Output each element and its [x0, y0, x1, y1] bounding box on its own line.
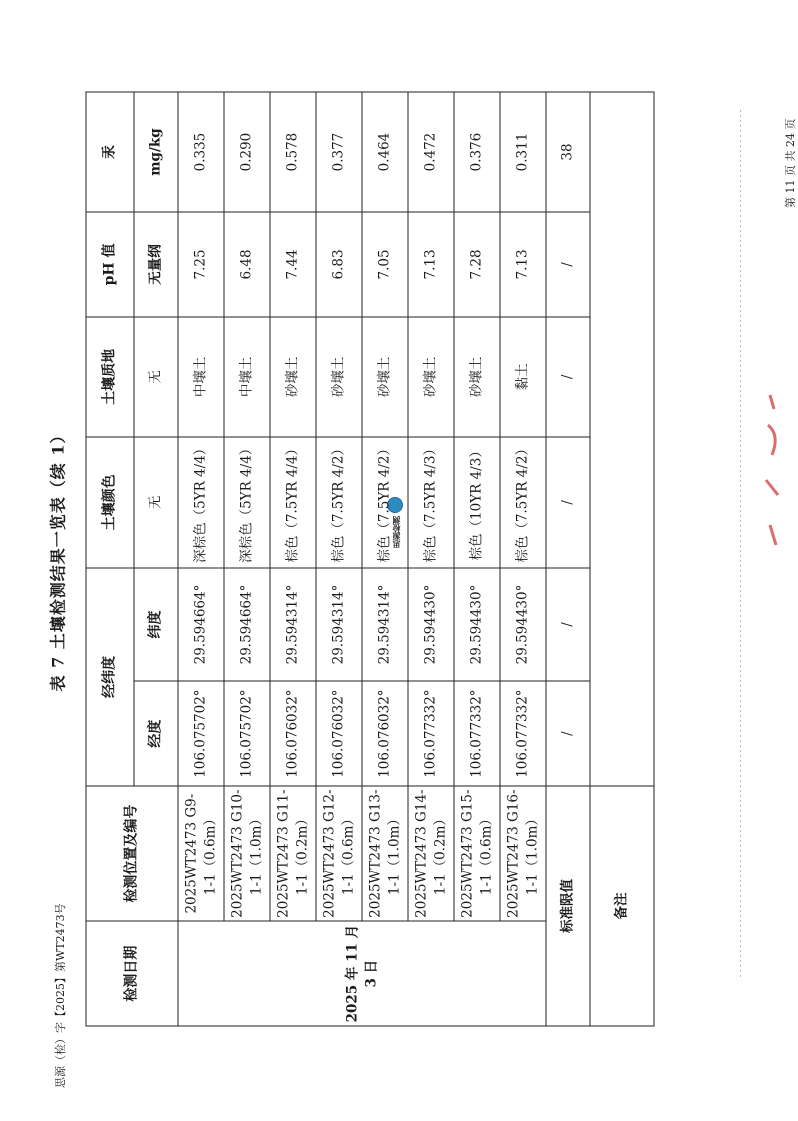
- hg-cell: 0.464: [362, 92, 408, 212]
- location-cell: 2025WT2473 G12-1-1（0.6m）: [316, 786, 362, 921]
- table-row: [454, 92, 500, 1026]
- texture-cell: 砂壤土: [408, 317, 454, 437]
- color-cell: 棕色（7.5YR 4/2）: [316, 437, 362, 568]
- lon-cell: 106.075702°: [224, 681, 270, 786]
- header-coords: 经纬度: [86, 568, 134, 786]
- unit-texture: 无: [134, 317, 178, 437]
- color-cell: 棕色（7.5YR 4/4）: [270, 437, 316, 568]
- remark-label: 备注: [590, 786, 654, 1026]
- remark-row: [590, 92, 654, 1026]
- unit-ph: 无量纲: [134, 212, 178, 317]
- hg-cell: 0.311: [500, 92, 546, 212]
- location-cell: 2025WT2473 G13-1-1（1.0m）: [362, 786, 408, 921]
- location-cell: 2025WT2473 G16-1-1（1.0m）: [500, 786, 546, 921]
- table-row: [224, 92, 270, 1026]
- lon-cell: 106.076032°: [362, 681, 408, 786]
- texture-cell: 中壤土: [178, 317, 224, 437]
- hg-cell: 0.290: [224, 92, 270, 212]
- date-cell: 2025 年 11 月 3 日: [178, 921, 546, 1026]
- lon-cell: 106.075702°: [178, 681, 224, 786]
- header-lon: 经度: [134, 681, 178, 786]
- header-hg: 汞: [86, 92, 134, 212]
- table-row: [270, 92, 316, 1026]
- ph-cell: 7.25: [178, 212, 224, 317]
- texture-cell: 砂壤土: [454, 317, 500, 437]
- hg-cell: 0.376: [454, 92, 500, 212]
- header-lat: 纬度: [134, 568, 178, 681]
- table-row: [362, 92, 408, 1026]
- ph-cell: 7.13: [500, 212, 546, 317]
- divider-line: [740, 110, 741, 980]
- hg-cell: 0.377: [316, 92, 362, 212]
- header-texture: 土壤质地: [86, 317, 134, 437]
- logo-text: 思源检测: [390, 516, 401, 548]
- color-cell: 棕色（7.5YR 4/2）: [362, 437, 408, 568]
- page-number: 第 11 页 共 24 页: [784, 118, 797, 208]
- location-cell: 2025WT2473 G14-1-1（0.2m）: [408, 786, 454, 921]
- color-cell: 深棕色（5YR 4/4）: [178, 437, 224, 568]
- ph-cell: 7.44: [270, 212, 316, 317]
- seal-stamp-fragment: [760, 385, 790, 555]
- lat-cell: 29.594314°: [270, 568, 316, 681]
- header-date: 检测日期: [86, 921, 178, 1026]
- color-cell: 棕色（7.5YR 4/2）: [500, 437, 546, 568]
- hg-cell: 0.472: [408, 92, 454, 212]
- limit-lat: /: [546, 568, 590, 681]
- lat-cell: 29.594664°: [224, 568, 270, 681]
- texture-cell: 砂壤土: [362, 317, 408, 437]
- location-cell: 2025WT2473 G10-1-1（1.0m）: [224, 786, 270, 921]
- header-location: 检测位置及编号: [86, 786, 178, 921]
- ph-cell: 7.28: [454, 212, 500, 317]
- limit-ph: /: [546, 212, 590, 317]
- lon-cell: 106.076032°: [270, 681, 316, 786]
- ph-cell: 7.05: [362, 212, 408, 317]
- ph-cell: 6.83: [316, 212, 362, 317]
- table-row: [408, 92, 454, 1026]
- texture-cell: 砂壤土: [316, 317, 362, 437]
- table-title: 表 7 土壤检测结果一览表（续 1）: [48, 426, 68, 692]
- ph-cell: 7.13: [408, 212, 454, 317]
- color-cell: 深棕色（5YR 4/4）: [224, 437, 270, 568]
- limit-texture: /: [546, 317, 590, 437]
- report-number: 思源（检）字【2025】第WT2473号: [54, 903, 67, 1088]
- location-cell: 2025WT2473 G11-1-1（0.2m）: [270, 786, 316, 921]
- lat-cell: 29.594314°: [362, 568, 408, 681]
- lon-cell: 106.077332°: [454, 681, 500, 786]
- limit-label: 标准限值: [546, 786, 590, 1026]
- lat-cell: 29.594430°: [408, 568, 454, 681]
- table-row: [316, 92, 362, 1026]
- soil-results-table: [86, 92, 655, 1027]
- limit-color: /: [546, 437, 590, 568]
- limit-hg: 38: [546, 92, 590, 212]
- limit-lon: /: [546, 681, 590, 786]
- lon-cell: 106.077332°: [500, 681, 546, 786]
- texture-cell: 黏土: [500, 317, 546, 437]
- table-row: [178, 92, 224, 1026]
- remark-value: [590, 92, 654, 786]
- lon-cell: 106.076032°: [316, 681, 362, 786]
- color-cell: 棕色（10YR 4/3）: [454, 437, 500, 568]
- location-cell: 2025WT2473 G15-1-1（0.6m）: [454, 786, 500, 921]
- color-cell: 棕色（7.5YR 4/3）: [408, 437, 454, 568]
- lat-cell: 29.594430°: [500, 568, 546, 681]
- texture-cell: 砂壤土: [270, 317, 316, 437]
- texture-cell: 中壤土: [224, 317, 270, 437]
- location-cell: 2025WT2473 G9-1-1（0.6m）: [178, 786, 224, 921]
- lat-cell: 29.594664°: [178, 568, 224, 681]
- lon-cell: 106.077332°: [408, 681, 454, 786]
- lat-cell: 29.594430°: [454, 568, 500, 681]
- lat-cell: 29.594314°: [316, 568, 362, 681]
- header-color: 土壤颜色: [86, 437, 134, 568]
- ph-cell: 6.48: [224, 212, 270, 317]
- limit-row: [546, 92, 590, 1026]
- hg-cell: 0.578: [270, 92, 316, 212]
- header-ph: pH 值: [86, 212, 134, 317]
- unit-hg: mg/kg: [134, 92, 178, 212]
- unit-color: 无: [134, 437, 178, 568]
- hg-cell: 0.335: [178, 92, 224, 212]
- table-row: [500, 92, 546, 1026]
